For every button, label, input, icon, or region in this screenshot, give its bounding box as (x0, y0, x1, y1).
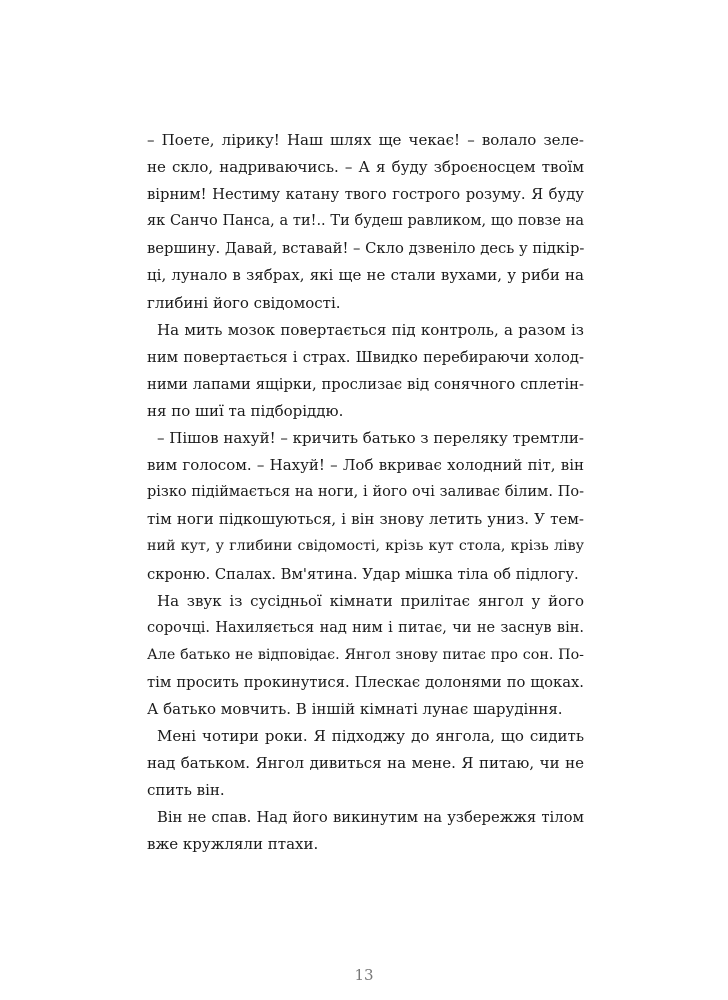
text-line: не скло, надриваючись. – А я буду зброєносцем твоїм (147, 158, 584, 177)
text-line: ня по шиї та підборіддю. (147, 401, 344, 420)
text-line: Мені чотири роки. Я підходжу до янгола, що сидить (157, 727, 584, 746)
text-line: вже кружляли птахи. (147, 835, 319, 854)
text-line: як Санчо Панса, а ти!.. Ти будеш равликом, що повзе на (147, 213, 584, 230)
text-line: сорочці. Нахиляється над ним і питає, чи не заснув він. (147, 619, 584, 636)
text-line: різко підіймається на ноги, і його очі заливає білим. По- (147, 484, 584, 501)
paragraph (147, 127, 584, 317)
body-text (147, 127, 584, 859)
text-line: ний кут, у глибини свідомості, крізь кут стола, крізь ліву (147, 538, 584, 555)
paragraph (147, 723, 584, 804)
paragraph (147, 317, 584, 425)
text-line: глибині його свідомості. (147, 293, 341, 312)
text-line: Але батько не відповідає. Янгол знову питає про сон. По- (147, 646, 584, 663)
text-line: Він не спав. Над його викинутим на узбережжя тілом (157, 809, 584, 827)
text-line: ними лапами ящірки, прослизає від сонячного сплетін- (147, 375, 584, 393)
text-line: скроню. Спалах. Вм'ятина. Удар мішка тіла об підлогу. (147, 565, 579, 583)
text-line: ці, лунало в зябрах, які ще не стали вухами, у риби на (147, 266, 584, 285)
text-line: вершину. Давай, вставай! – Скло дзвеніло десь у підкір- (147, 240, 585, 258)
text-line: вірним! Нестиму катану твого гострого розуму. Я буду (147, 186, 584, 204)
paragraph (147, 804, 584, 858)
text-line: ним повертається і страх. Швидко перебираючи холод- (147, 348, 584, 366)
text-line: тім ноги підкошуються, і він знову летить униз. У тем- (147, 510, 584, 529)
text-line: На мить мозок повертається під контроль, а разом із (157, 320, 584, 339)
text-line: – Пішов нахуй! – кричить батько з переляку тремтли- (157, 429, 584, 448)
text-line: – Поете, лірику! Наш шлях ще чекає! – волало зеле- (147, 131, 584, 149)
text-line: А батько мовчить. В іншій кімнаті лунає шарудіння. (147, 699, 563, 718)
text-line: На звук із сусідньої кімнати прилітає янгол у його (157, 591, 584, 610)
text-line: тім просить прокинутися. Плескає долонями по щоках. (147, 673, 584, 691)
paragraph (147, 425, 584, 588)
page-number: 13 (354, 966, 374, 984)
text-line: вим голосом. – Нахуй! – Лоб вкриває холодний піт, він (147, 456, 584, 475)
paragraph (147, 588, 584, 723)
text-line: над батьком. Янгол дивиться на мене. Я питаю, чи не (147, 754, 584, 773)
text-line: спить він. (147, 781, 225, 800)
